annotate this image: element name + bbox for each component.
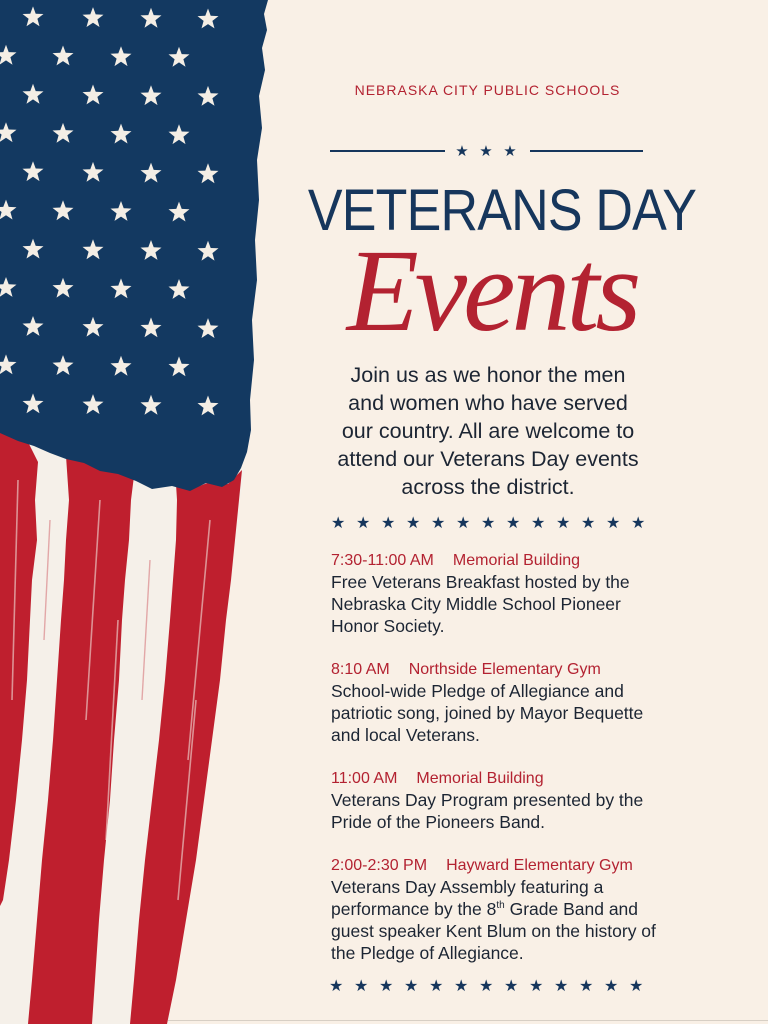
american-flag [0,0,270,1024]
star-icon: ★ [479,976,494,995]
event-description-line [331,898,751,920]
event-item [331,660,751,746]
star-row [331,514,645,532]
star-icon: ★ [506,513,521,532]
star-icon: ★ [503,142,517,160]
star-icon: ★ [406,513,421,532]
intro-line: Join us as we honor the men [350,363,626,387]
event-description [331,876,751,964]
star-icon: ★ [454,976,469,995]
star-icon: ★ [429,976,444,995]
event-header [331,769,751,789]
flag-canton [0,0,268,491]
star-icon: ★ [404,976,419,995]
event-item [331,551,751,637]
star-icon: ★ [479,142,493,160]
intro-line: and women who have served [348,391,628,415]
star-icon: ★ [631,513,646,532]
intro-paragraph [288,361,688,501]
event-location: Memorial Building [452,552,581,569]
event-header [331,660,751,680]
bottom-border-line [168,1020,768,1021]
event-description-line: Nebraska City Middle School Pioneer [331,594,621,614]
star-icon: ★ [456,513,471,532]
star-icon: ★ [556,513,571,532]
description-text: Grade Band and [504,899,639,919]
event-location: Northside Elementary Gym [408,661,601,678]
event-time: 8:10 AM [331,661,390,678]
star-icon: ★ [329,976,344,995]
star-icon: ★ [381,513,396,532]
event-description [331,680,751,746]
star-icon: ★ [606,513,621,532]
event-description-line: guest speaker Kent Blum on the history of [331,921,656,941]
divider-line [530,150,643,152]
star-icon: ★ [529,976,544,995]
event-description-line: Veterans Day Assembly featuring a [331,877,604,897]
star-icon: ★ [356,513,371,532]
description-text: performance by the 8 [331,899,497,919]
intro-line: our country. All are welcome to [341,419,635,443]
event-list [331,551,751,964]
organization-name: NEBRASKA CITY PUBLIC SCHOOLS [354,82,621,98]
ordinal-superscript: th [496,900,505,911]
event-location: Memorial Building [416,770,544,787]
event-header [331,551,751,571]
star-icon: ★ [354,976,369,995]
star-icon: ★ [531,513,546,532]
event-item [331,856,751,964]
star-icon: ★ [431,513,446,532]
title-divider-stars [455,142,517,160]
event-time: 11:00 AM [331,770,398,787]
event-time: 2:00-2:30 PM [331,857,428,874]
event-description-line: Honor Society. [331,616,445,636]
divider-line [330,150,445,152]
star-icon: ★ [455,142,469,160]
event-description-line: and local Veterans. [331,725,480,745]
star-icon: ★ [481,513,496,532]
title-events: Events [346,225,638,356]
event-description-line: Free Veterans Breakfast hosted by the [331,572,630,592]
event-description-line: patriotic song, joined by Mayor Bequette [331,703,644,723]
event-description-line: Veterans Day Program presented by the [331,790,644,810]
event-description-line: School-wide Pledge of Allegiance and [331,681,624,701]
star-icon: ★ [554,976,569,995]
star-icon: ★ [579,976,594,995]
event-description [331,789,751,833]
event-description-line: the Pledge of Allegiance. [331,943,524,963]
event-header [331,856,751,876]
event-description [331,571,751,637]
intro-line: across the district. [401,475,575,499]
star-icon: ★ [604,976,619,995]
star-icon: ★ [504,976,519,995]
event-item [331,769,751,833]
event-location: Hayward Elementary Gym [446,857,633,874]
event-description-line: Pride of the Pioneers Band. [331,812,546,832]
event-time: 7:30-11:00 AM [331,552,434,569]
star-icon: ★ [331,513,346,532]
star-row [329,977,643,995]
star-icon: ★ [379,976,394,995]
title-veterans-day: VETERANS DAY [307,178,697,244]
intro-line: attend our Veterans Day events [337,447,639,471]
star-icon: ★ [581,513,596,532]
star-icon: ★ [629,976,644,995]
